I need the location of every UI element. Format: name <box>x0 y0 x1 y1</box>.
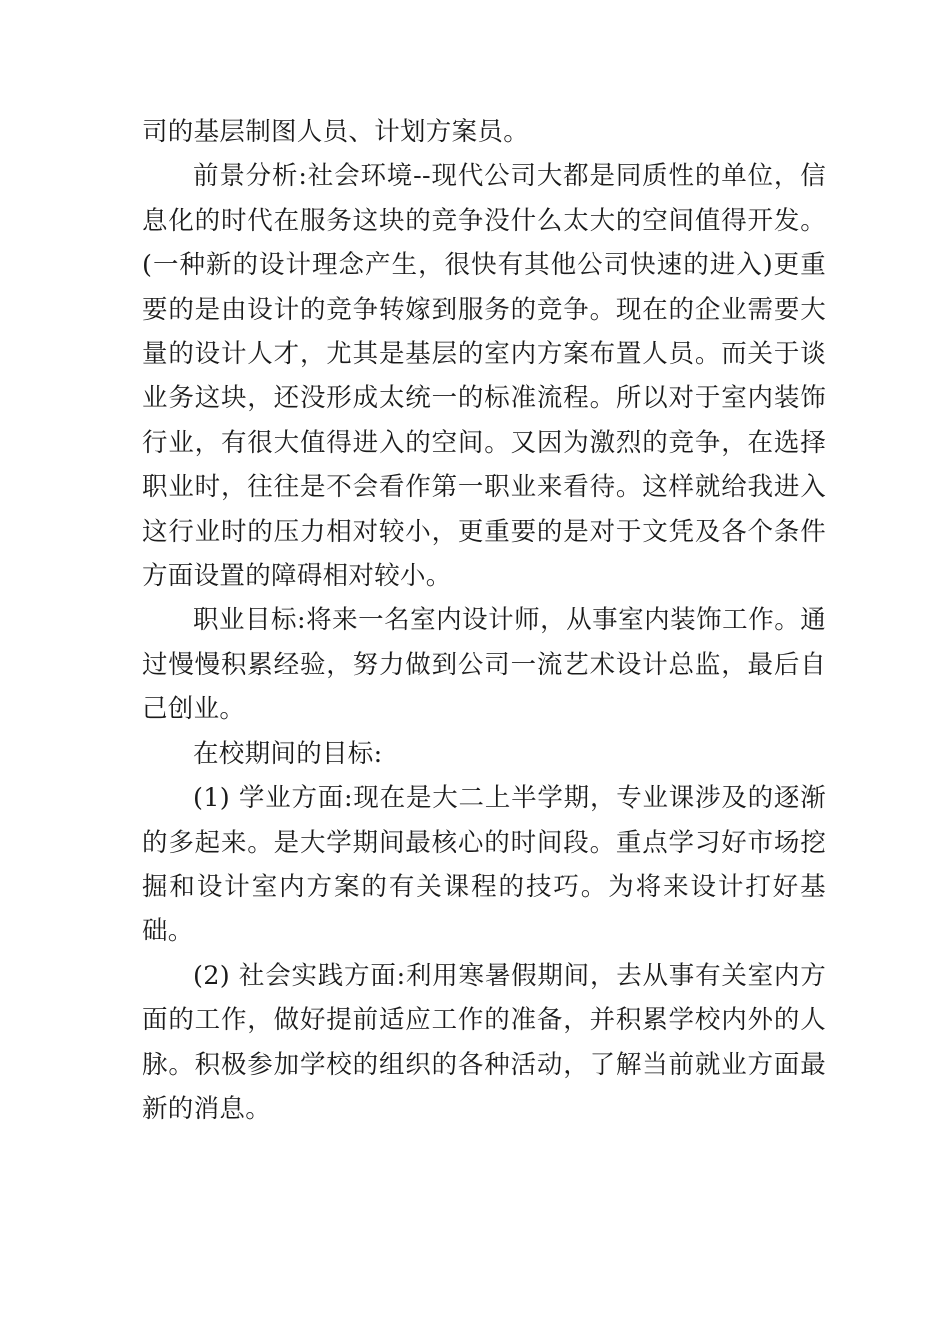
paragraph-career-goal: 职业目标:将来一名室内设计师，从事室内装饰工作。通过慢慢积累经验，努力做到公司一流艺术设计总监，最后自己创业。 <box>142 605 826 725</box>
document-body <box>142 110 826 1131</box>
paragraph-social-practice-goals: (2) 社会实践方面:利用寒暑假期间，去从事有关室内方面的工作，做好提前适应工作的准备，并积累学校内外的人脉。积极参加学校的组织的各种活动，了解当前就业方面最新的消息。 <box>142 960 826 1124</box>
paragraph-school-goals-heading: 在校期间的目标: <box>193 738 383 769</box>
paragraph-continuation: 司的基层制图人员、计划方案员。 <box>142 117 530 147</box>
paragraph-academic-goals: (1) 学业方面:现在是大二上半学期，专业课涉及的逐渐的多起来。是大学期间最核心的时间段。重点学习好市场挖掘和设计室内方案的有关课程的技巧。为将来设计打好基础。 <box>142 783 826 947</box>
paragraph-prospect-analysis: 前景分析:社会环境--现代公司大都是同质性的单位，信息化的时代在服务这块的竞争没什么太大的空间值得开发。(一种新的设计理念产生，很快有其他公司快速的进入)更重要的是由设计的竞争转嫁到服务的竞争。现在的企业需要大量的设计人才，尤其是基层的室内方案布置人员。而关于谈业务这块，还没形成太统一的标准流程。所以对于室内装饰行业，有很大值得进入的空间。又因为激烈的竞争，在选择职业时，往往是不会看作第一职业来看待。这样就给我进入这行业时的压力相对较小，更重要的是对于文凭及各个条件方面设置的障碍相对较小。 <box>142 161 826 592</box>
